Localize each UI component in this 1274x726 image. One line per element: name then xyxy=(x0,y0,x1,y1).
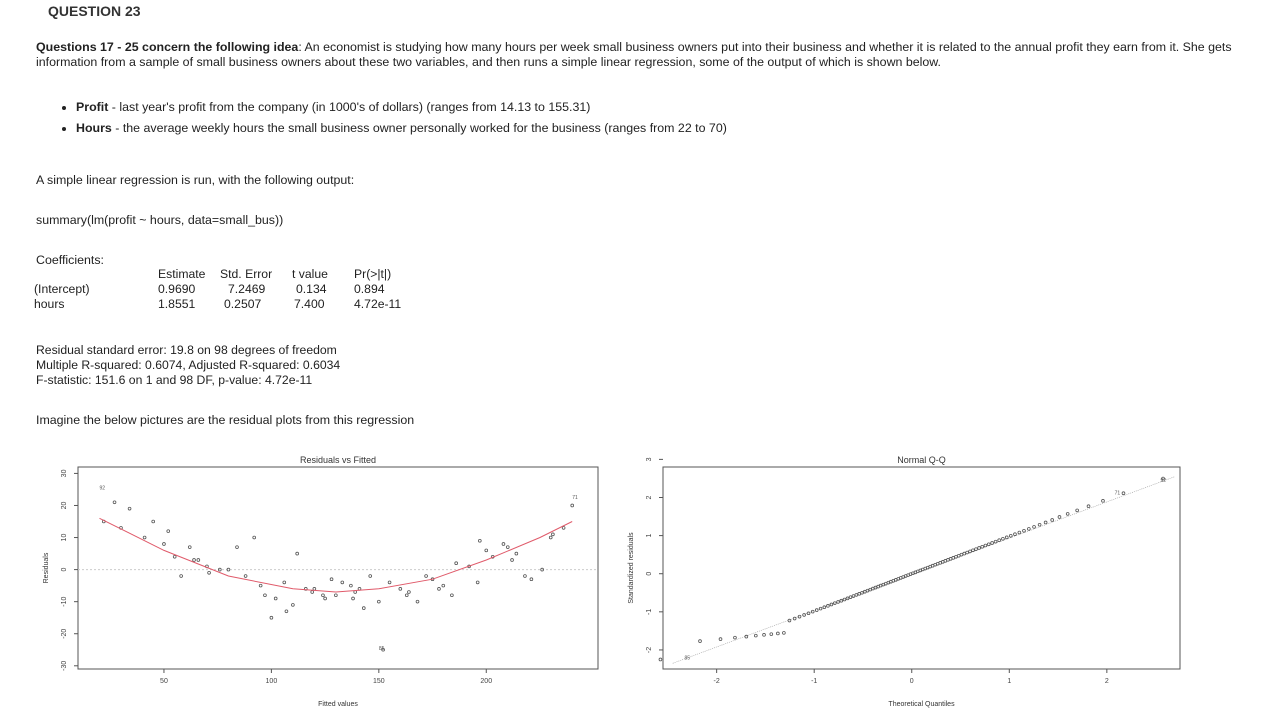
summary-line: Multiple R-squared: 0.6074, Adjusted R-squared: 0.6034 xyxy=(36,358,341,372)
data-point xyxy=(754,634,757,637)
table-cell: 7.400 xyxy=(294,297,325,311)
residuals-vs-fitted-plot xyxy=(30,450,620,715)
data-point xyxy=(324,597,327,600)
data-point xyxy=(1076,509,1079,512)
x-tick-label: -2 xyxy=(713,678,720,685)
y-tick-label: 3 xyxy=(646,457,653,462)
data-point xyxy=(551,533,554,536)
table-row xyxy=(34,297,424,312)
y-tick-label: -30 xyxy=(61,660,68,671)
data-point xyxy=(244,575,247,578)
data-point xyxy=(450,594,453,597)
data-point xyxy=(416,600,419,603)
data-point xyxy=(978,547,981,550)
intro-bold: Questions 17 - 25 concern the following idea xyxy=(36,40,299,54)
data-point xyxy=(803,614,806,617)
variable-name: Profit xyxy=(76,100,109,114)
data-point xyxy=(506,546,509,549)
data-point xyxy=(274,597,277,600)
data-point xyxy=(776,632,779,635)
data-point xyxy=(313,587,316,590)
y-tick-label: 2 xyxy=(646,495,653,500)
data-point xyxy=(388,581,391,584)
data-point xyxy=(399,587,402,590)
data-point xyxy=(341,581,344,584)
intro-paragraph xyxy=(36,40,1236,70)
data-point xyxy=(843,598,846,601)
data-point xyxy=(530,578,533,581)
y-tick-label: -1 xyxy=(646,608,653,615)
table-cell: 0.894 xyxy=(354,282,385,296)
plot-title: Residuals vs Fitted xyxy=(299,455,377,465)
data-point xyxy=(975,548,978,551)
summary-line: Residual standard error: 19.8 on 98 degrees of freedom xyxy=(36,343,337,357)
data-point xyxy=(236,546,239,549)
intro-text: : An economist is studying how many hours per week small business owners put into their business and whether it is related to the annual profit they earn from it. She gets information from a sample of small business owners about these two variables, and then runs a simple linear regression, some of the output of which is shown below. xyxy=(36,40,1232,69)
data-point xyxy=(208,571,211,574)
data-point xyxy=(478,539,481,542)
x-tick-label: 0 xyxy=(909,678,914,685)
coef-label: Coefficients: xyxy=(36,253,104,267)
question-title: QUESTION 23 xyxy=(48,3,141,19)
data-point xyxy=(562,527,565,530)
header-cell: t value xyxy=(292,267,328,281)
data-point xyxy=(425,575,428,578)
variable-profit xyxy=(76,100,727,115)
x-tick-label: 50 xyxy=(160,678,168,685)
data-point xyxy=(438,587,441,590)
data-point xyxy=(745,635,748,638)
data-point xyxy=(1058,516,1061,519)
data-point xyxy=(1002,537,1005,540)
data-point xyxy=(981,545,984,548)
code-text: summary(lm(profit ~ hours, data=small_bus)) xyxy=(36,213,284,227)
variable-list xyxy=(58,100,727,142)
data-point xyxy=(1102,499,1105,502)
table-header-row xyxy=(34,267,424,282)
table-cell: 0.2507 xyxy=(224,297,262,311)
data-point xyxy=(270,616,273,619)
data-point xyxy=(485,549,488,552)
data-point xyxy=(188,546,191,549)
header-cell: Pr(>|t|) xyxy=(354,267,392,281)
data-point xyxy=(173,555,176,558)
imagine-text: Imagine the below pictures are the residual plots from this regression xyxy=(36,413,415,427)
y-tick-label: -2 xyxy=(646,646,653,654)
data-point xyxy=(998,539,1001,542)
header-cell xyxy=(34,267,158,282)
data-point xyxy=(1023,529,1026,532)
plot-title: Normal Q-Q xyxy=(897,455,946,465)
plot-frame xyxy=(78,467,598,669)
data-point xyxy=(1005,536,1008,539)
data-point xyxy=(770,633,773,636)
coefficient-table xyxy=(34,267,424,312)
data-point xyxy=(349,584,352,587)
data-point xyxy=(782,631,785,634)
point-label: 71 xyxy=(572,495,578,502)
y-tick-label: 10 xyxy=(61,533,68,542)
x-tick-label: 150 xyxy=(372,678,385,685)
run-text: A simple linear regression is run, with the following output: xyxy=(36,173,355,187)
data-point xyxy=(1044,521,1047,524)
data-point xyxy=(442,584,445,587)
data-point xyxy=(285,610,288,613)
data-point xyxy=(408,591,411,594)
variable-name: Hours xyxy=(76,121,112,135)
data-point xyxy=(163,543,166,546)
data-point xyxy=(405,594,408,597)
data-point xyxy=(734,636,737,639)
x-tick-label: 200 xyxy=(480,678,493,685)
x-tick-label: -1 xyxy=(811,678,818,685)
data-point xyxy=(283,581,286,584)
variable-desc: - last year's profit from the company (in 1000's of dollars) (ranges from 14.13 to 155.31) xyxy=(108,100,591,114)
y-tick-label: 0 xyxy=(61,567,68,572)
data-point xyxy=(515,552,518,555)
data-point xyxy=(180,575,183,578)
data-point xyxy=(113,501,116,504)
data-point xyxy=(963,552,966,555)
data-point xyxy=(264,594,267,597)
data-point xyxy=(994,540,997,543)
point-label: 92 xyxy=(99,485,106,492)
x-axis-label: Theoretical Quantiles xyxy=(888,701,955,708)
data-point xyxy=(1009,534,1012,537)
data-point xyxy=(987,543,990,546)
y-tick-label: 20 xyxy=(61,501,68,510)
data-point xyxy=(476,581,479,584)
header-cell: Estimate xyxy=(158,267,206,281)
data-point xyxy=(253,536,256,539)
data-point xyxy=(984,544,987,547)
data-point xyxy=(659,658,662,661)
data-point xyxy=(167,530,170,533)
data-point xyxy=(1051,519,1054,522)
table-row xyxy=(34,282,424,297)
data-point xyxy=(969,550,972,553)
variable-desc: - the average weekly hours the small business owner personally worked for the business (ranges from 22 to 70) xyxy=(111,121,727,135)
data-point xyxy=(455,562,458,565)
data-point xyxy=(571,504,574,507)
normal-qq-plot xyxy=(615,450,1185,715)
table-cell: (Intercept) xyxy=(34,282,90,296)
data-point xyxy=(291,603,294,606)
data-point xyxy=(377,600,380,603)
plot-frame xyxy=(663,467,1180,669)
data-point xyxy=(259,584,262,587)
variable-hours xyxy=(76,121,727,136)
data-point xyxy=(369,575,372,578)
y-axis-label: Residuals xyxy=(43,552,50,584)
data-point xyxy=(352,597,355,600)
header-cell: Std. Error xyxy=(220,267,273,281)
table-cell: 7.2469 xyxy=(228,282,266,296)
smoother-line xyxy=(100,518,573,592)
table-cell: 1.8551 xyxy=(158,297,196,311)
residual-summary xyxy=(36,343,340,388)
data-point xyxy=(197,559,200,562)
y-tick-label: 1 xyxy=(646,533,653,538)
data-point xyxy=(152,520,155,523)
data-point xyxy=(128,507,131,510)
data-point xyxy=(362,607,365,610)
summary-line: F-statistic: 151.6 on 1 and 98 DF, p-value: 4.72e-11 xyxy=(36,373,313,387)
point-label: 71 xyxy=(1114,490,1121,497)
data-point xyxy=(1066,513,1069,516)
data-point xyxy=(1018,531,1021,534)
data-point xyxy=(788,619,791,622)
table-cell: hours xyxy=(34,297,65,311)
table-cell: 0.9690 xyxy=(158,282,196,296)
x-tick-label: 2 xyxy=(1104,678,1109,685)
data-point xyxy=(807,612,810,615)
x-tick-label: 100 xyxy=(265,678,278,685)
y-tick-label: -10 xyxy=(61,596,68,607)
data-point xyxy=(193,559,196,562)
point-label: 85 xyxy=(684,655,691,662)
data-point xyxy=(699,640,702,643)
point-label: 85 xyxy=(378,645,385,652)
data-point xyxy=(1087,505,1090,508)
table-cell: 0.134 xyxy=(296,282,327,296)
data-point xyxy=(1014,533,1017,536)
y-tick-label: 0 xyxy=(646,571,653,576)
data-point xyxy=(296,552,299,555)
data-point xyxy=(334,594,337,597)
data-point xyxy=(311,591,314,594)
table-cell: 4.72e-11 xyxy=(354,297,402,311)
data-point xyxy=(849,596,852,599)
data-point xyxy=(966,551,969,554)
data-point xyxy=(991,542,994,545)
data-point xyxy=(972,549,975,552)
data-point xyxy=(549,536,552,539)
data-point xyxy=(1033,525,1036,528)
x-axis-label: Fitted values xyxy=(318,701,358,708)
data-point xyxy=(330,578,333,581)
data-point xyxy=(763,633,766,636)
y-axis-label: Standardized residuals xyxy=(628,532,635,604)
data-point xyxy=(143,536,146,539)
data-point xyxy=(524,575,527,578)
data-point xyxy=(1038,523,1041,526)
y-tick-label: -20 xyxy=(61,628,68,639)
x-tick-label: 1 xyxy=(1007,678,1012,685)
data-point xyxy=(719,638,722,641)
data-point xyxy=(511,559,514,562)
point-label: 92 xyxy=(1160,478,1167,485)
data-point xyxy=(322,594,325,597)
data-point xyxy=(1027,527,1030,530)
data-point xyxy=(1122,492,1125,495)
data-point xyxy=(502,543,505,546)
y-tick-label: 30 xyxy=(61,469,68,478)
